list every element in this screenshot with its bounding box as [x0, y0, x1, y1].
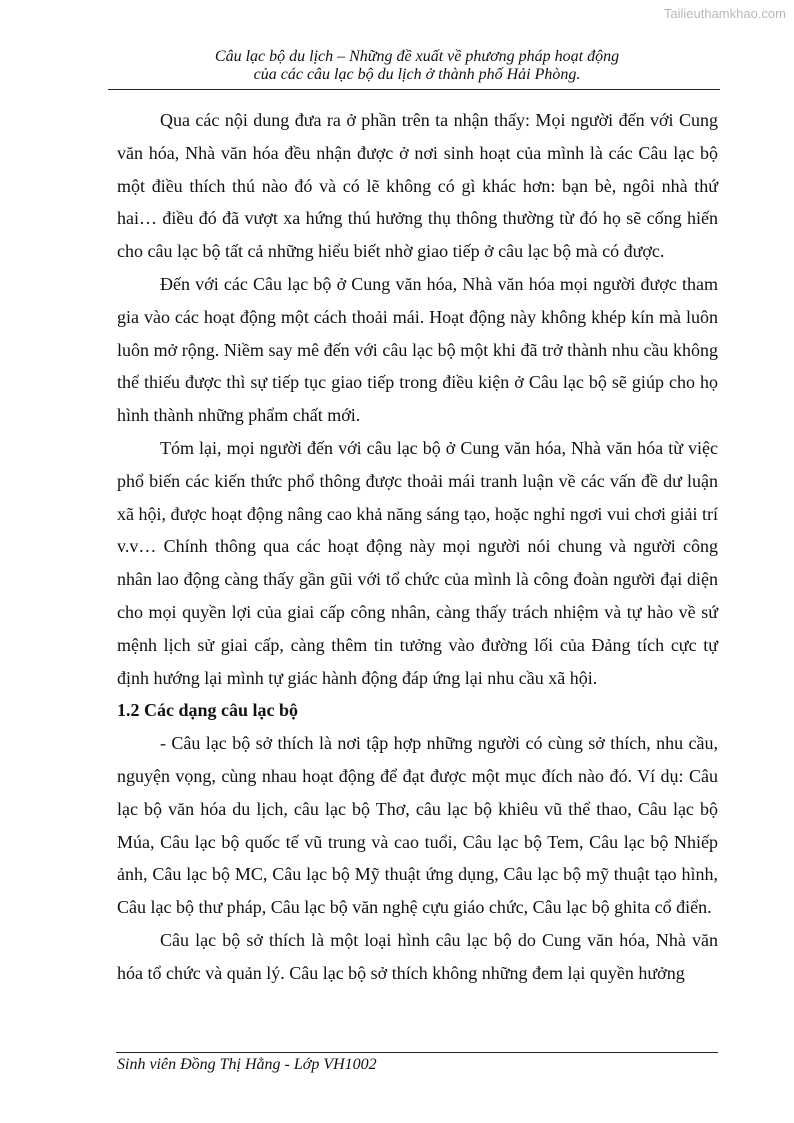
- section-heading: 1.2 Các dạng câu lạc bộ: [117, 700, 299, 721]
- header-line-1: Câu lạc bộ du lịch – Những đề xuất về phương pháp hoạt động: [214, 48, 620, 65]
- footer-divider: [116, 1052, 718, 1053]
- paragraph-3: Tóm lại, mọi người đến với câu lạc bộ ở Cung văn hóa, Nhà văn hóa từ việc phổ biến các kiến thức phổ thông được thoải mái tranh luận về các vấn đề dư luận xã hội, được hoạt động nâng cao khả năng sáng tạo, hoặc nghỉ ngơi vui chơi giải trí v.v… Chính thông qua các hoạt động này mọi người nói chung và người công nhân lao động càng thấy gần gũi với tổ chức của mình là công đoàn người đại diện cho mọi quyền lợi của giai cấp công nhân, càng thấy trách nhiệm và tự hào về sứ mệnh lịch sử giai cấp, càng thêm tin tưởng vào đường lối của Đảng tích cực tự định hướng lại mình tự giác hành động đáp ứng lại nhu cầu xã hội.: [117, 437, 718, 688]
- watermark: Tailieuthamkhao.com: [663, 6, 786, 21]
- paragraph-5: Câu lạc bộ sở thích là một loại hình câu lạc bộ do Cung văn hóa, Nhà văn hóa tổ chức và quản lý. Câu lạc bộ sở thích không những đem lại quyền hưởng: [117, 929, 718, 983]
- page-footer: Sinh viên Đồng Thị Hằng - Lớp VH1002: [117, 1056, 377, 1073]
- header-line-2: của các câu lạc bộ du lịch ở thành phố Hải Phòng.: [253, 66, 581, 83]
- paragraph-1: Qua các nội dung đưa ra ở phần trên ta nhận thấy: Mọi người đến với Cung văn hóa, Nhà văn hóa đều nhận được ở nơi sinh hoạt của mình là các Câu lạc bộ một điều thích thú nào đó và có lẽ không có gì khác hơn: bạn bè, ngôi nhà thứ hai… điều đó đã vượt xa hứng thú hưởng thụ thông thường từ đó họ sẽ cống hiến cho câu lạc bộ tất cả những hiểu biết nhờ giao tiếp ở câu lạc bộ mà có được.: [117, 110, 718, 262]
- paragraph-2: Đến với các Câu lạc bộ ở Cung văn hóa, Nhà văn hóa mọi người được tham gia vào các hoạt động một cách thoải mái. Hoạt động này không khép kín mà luôn luôn mở rộng. Niềm say mê đến với câu lạc bộ một khi đã trở thành nhu cầu không thể thiếu được thì sự tiếp tục giao tiếp trong điều kiện ở Câu lạc bộ sẽ giúp cho họ hình thành những phẩm chất mới.: [117, 273, 718, 426]
- paragraph-4: - Câu lạc bộ sở thích là nơi tập hợp những người có cùng sở thích, nhu cầu, nguyện vọng, cùng nhau hoạt động để đạt được một mục đích nào đó. Ví dụ: Câu lạc bộ văn hóa du lịch, câu lạc bộ Thơ, câu lạc bộ khiêu vũ thể thao, Câu lạc bộ Múa, Câu lạc bộ quốc tế vũ trung và cao tuổi, Câu lạc bộ Tem, Câu lạc bộ Nhiếp ảnh, Câu lạc bộ MC, Câu lạc bộ Mỹ thuật ứng dụng, Câu lạc bộ mỹ thuật tạo hình, Câu lạc bộ thư pháp, Câu lạc bộ văn nghệ cựu giáo chức, Câu lạc bộ ghita cổ điển.: [117, 733, 718, 918]
- page-header: [110, 48, 724, 84]
- header-divider: [108, 89, 720, 90]
- document-body: [117, 104, 718, 990]
